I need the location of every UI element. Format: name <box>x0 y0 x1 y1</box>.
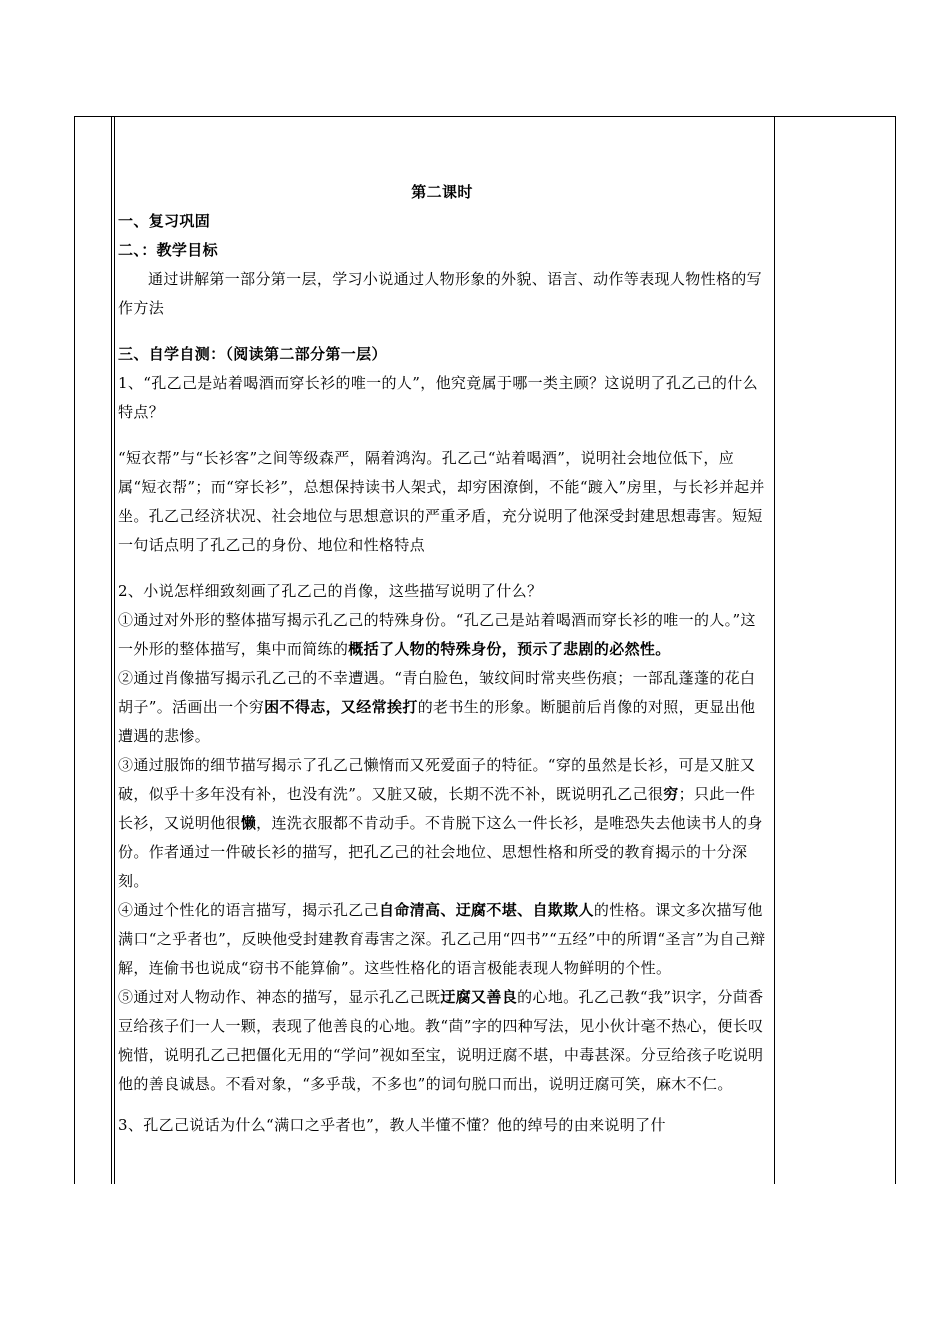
answer-2-point-4: ④通过个性化的语言描写，揭示孔乙己自命清高、迂腐不堪、自欺欺人的性格。课文多次描写他满口“之乎者也”，反映他受封建教育毒害之深。孔乙己用“四书”“五经”中的所谓“圣言”为自己辩解，连偷书也说成“窃书不能算偷”。这些性格化的语言极能表现人物鲜明的个性。 <box>118 901 766 977</box>
section-heading-review: 一、复习巩固 <box>118 212 211 230</box>
table-column-divider <box>774 117 775 1184</box>
table-column-divider <box>111 117 112 1184</box>
answer-2-point-3: ③通过服饰的细节描写揭示了孔乙己懒惰而又死爱面子的特征。“穿的虽然是长衫，可是又脏又破，似乎十多年没有补，也没有洗”。又脏又破，长期不洗不补，既说明孔乙己很穷；只此一件长衫，又说明他很懒，连洗衣服都不肯动手。不肯脱下这么一件长衫，是唯恐失去他读书人的身份。作者通过一件破长衫的描写，把孔乙己的社会地位、思想性格和所受的教育揭示的十分深刻。 <box>118 756 763 890</box>
answer-2-point-1: ①通过对外形的整体描写揭示孔乙己的特殊身份。“孔乙己是站着喝酒而穿长衫的唯一的人。”这一外形的整体描写，集中而简练的概括了人物的特殊身份，预示了悲剧的必然性。 <box>118 611 756 658</box>
answer-2-point-5: ⑤通过对人物动作、神态的描写，显示孔乙己既迂腐又善良的心地。孔乙己教“我”识字，分茴香豆给孩子们一人一颗，表现了他善良的心地。教“茴”字的四种写法，见小伙计毫不热心，便长叹惋惜，说明孔乙己把僵化无用的“学问”视如至宝，说明迂腐不堪，中毒甚深。分豆给孩子吃说明他的善良诚恳。不看对象，“多乎哉，不多也”的词句脱口而出，说明迂腐可笑，麻木不仁。 <box>118 988 764 1093</box>
section-heading-objectives: 二、：教学目标 <box>118 241 218 259</box>
section-heading-self-test: 三、自学自测：（阅读第二部分第一层） <box>118 345 387 363</box>
answer-1: “短衣帮”与“长衫客”之间等级森严，隔着鸿沟。孔乙己“站着喝酒”，说明社会地位低下，应属“短衣帮”；而“穿长衫”，总想保持读书人架式，却穷困潦倒，不能“踱入”房里，与长衫并起并坐。孔乙己经济状况、社会地位与思想意识的严重矛盾，充分说明了他深受封建思想毒害。短短一句话点明了孔乙己的身份、地位和性格特点 <box>118 449 765 554</box>
question-3: 3、孔乙己说话为什么“满口之乎者也”，教人半懂不懂？他的绰号的由来说明了什 <box>118 1116 666 1134</box>
answer-2-point-2: ②通过肖像描写揭示孔乙己的不幸遭遇。“青白脸色，皱纹间时常夹些伤痕；一部乱蓬蓬的花白胡子”。活画出一个穷困不得志，又经常挨打的老书生的形象。断腿前后肖像的对照，更显出他遭遇的悲惨。 <box>118 669 756 745</box>
lesson-content <box>118 176 766 1140</box>
question-2: 2、小说怎样细致刻画了孔乙己的肖像，这些描写说明了什么？ <box>118 582 543 600</box>
objective-text: 通过讲解第一部分第一层，学习小说通过人物形象的外貌、语言、动作等表现人物性格的写作方法 <box>118 270 763 317</box>
question-1: 1、“孔乙己是站着喝酒而穿长衫的唯一的人”，他究竟属于哪一类主顾？这说明了孔乙己的什么特点？ <box>118 374 758 421</box>
table-column-divider <box>114 117 115 1184</box>
lesson-title: 第二课时 <box>411 183 473 201</box>
